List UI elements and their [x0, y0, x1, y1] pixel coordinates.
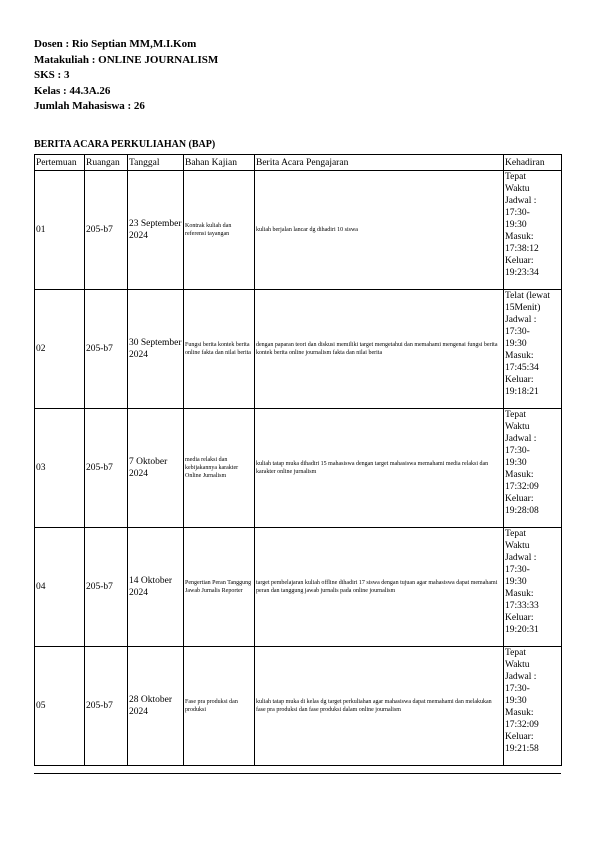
- table-row: [35, 409, 562, 528]
- table-bottom-divider: [34, 773, 561, 774]
- kehadiran-line: 17:30-: [505, 446, 530, 456]
- cell-tanggal: 7 Oktober 2024: [128, 409, 184, 528]
- kehadiran-line: 17:32:09: [505, 720, 539, 730]
- kehadiran-line: Keluar:: [505, 375, 534, 385]
- cell-ruangan: 205-b7: [85, 409, 128, 528]
- kehadiran-line: Keluar:: [505, 494, 534, 504]
- table-row: [35, 647, 562, 766]
- cell-ruangan: 205-b7: [85, 647, 128, 766]
- kehadiran-line: Tepat: [505, 410, 526, 420]
- kehadiran-line: 17:33:33: [505, 601, 539, 611]
- table-row: [35, 528, 562, 647]
- kehadiran-line: 15Menit): [505, 303, 541, 313]
- kehadiran-line: 19:30: [505, 577, 527, 587]
- cell-berita-acara: kuliah berjalan lancar dg dihadiri 10 siswa: [255, 171, 504, 290]
- col-header-bahan-kajian: Bahan Kajian: [184, 155, 255, 171]
- table-row: [35, 171, 562, 290]
- cell-ruangan: 205-b7: [85, 171, 128, 290]
- kehadiran-line: Jadwal :: [505, 672, 537, 682]
- cell-pertemuan: 02: [35, 290, 85, 409]
- kehadiran-line: Masuk:: [505, 351, 534, 361]
- cell-ruangan: 205-b7: [85, 290, 128, 409]
- cell-tanggal: 14 Oktober 2024: [128, 528, 184, 647]
- kehadiran-line: Telat (lewat: [505, 291, 550, 301]
- cell-bahan-kajian: Pengertian Peran Tanggung Jawab Jurnalis Reporter: [184, 528, 255, 647]
- cell-kehadiran: [504, 647, 562, 766]
- kehadiran-line: 19:30: [505, 458, 527, 468]
- cell-berita-acara: kuliah tatap muka dihadiri 15 mahasiswa dengan target mahasiswa memahami media relaksi dan karakter online jurnalism: [255, 409, 504, 528]
- kehadiran-line: Masuk:: [505, 589, 534, 599]
- kehadiran-line: 19:23:34: [505, 268, 539, 278]
- kehadiran-line: 17:30-: [505, 208, 530, 218]
- kehadiran-line: Waktu: [505, 541, 530, 551]
- section-title: BERITA ACARA PERKULIAHAN (BAP): [34, 139, 216, 150]
- col-header-kehadiran: Kehadiran: [504, 155, 562, 171]
- col-header-berita-acara: Berita Acara Pengajaran: [255, 155, 504, 171]
- kehadiran-line: 19:30: [505, 339, 527, 349]
- kehadiran-line: Masuk:: [505, 708, 534, 718]
- cell-ruangan: 205-b7: [85, 528, 128, 647]
- col-header-ruangan: Ruangan: [85, 155, 128, 171]
- kehadiran-line: Keluar:: [505, 256, 534, 266]
- cell-bahan-kajian: Fungsi berita kontek berita online fakta dan nilai berita: [184, 290, 255, 409]
- dosen-line: Dosen : Rio Septian MM,M.I.Kom: [34, 38, 197, 50]
- kehadiran-line: Tepat: [505, 529, 526, 539]
- cell-pertemuan: 05: [35, 647, 85, 766]
- cell-tanggal: 23 September 2024: [128, 171, 184, 290]
- cell-berita-acara: dengan paparan teori dan diskusi memiliki target mengetahui dan memahami mengenai fungsi berita kontek berita online journalism fakta dan nilai berita: [255, 290, 504, 409]
- cell-kehadiran: [504, 528, 562, 647]
- sks-line: SKS : 3: [34, 69, 70, 81]
- kehadiran-line: 19:30: [505, 220, 527, 230]
- cell-kehadiran: [504, 290, 562, 409]
- kehadiran-line: Tepat: [505, 648, 526, 658]
- kehadiran-line: 17:32:09: [505, 482, 539, 492]
- kehadiran-line: Jadwal :: [505, 315, 537, 325]
- col-header-tanggal: Tanggal: [128, 155, 184, 171]
- cell-kehadiran: [504, 409, 562, 528]
- kehadiran-line: Jadwal :: [505, 553, 537, 563]
- cell-berita-acara: target pembelajaran kuliah offline dihadiri 17 siswa dengan tujuan agar mahasiswa dapat memahami peran dan tanggung jawab jurnalis pada online journalism: [255, 528, 504, 647]
- matakuliah-line: Matakuliah : ONLINE JOURNALISM: [34, 53, 219, 66]
- kehadiran-line: Tepat: [505, 172, 526, 182]
- kehadiran-line: Masuk:: [505, 232, 534, 242]
- kehadiran-line: Keluar:: [505, 613, 534, 623]
- bap-table: [34, 154, 562, 766]
- cell-bahan-kajian: Kontrak kuliah dan referensi tayangan: [184, 171, 255, 290]
- table-header-row: [35, 155, 562, 171]
- cell-pertemuan: 03: [35, 409, 85, 528]
- kehadiran-line: 17:30-: [505, 327, 530, 337]
- kehadiran-line: Waktu: [505, 422, 530, 432]
- kehadiran-line: 19:18:21: [505, 387, 539, 397]
- kehadiran-line: Waktu: [505, 184, 530, 194]
- cell-tanggal: 28 Oktober 2024: [128, 647, 184, 766]
- cell-bahan-kajian: Fase pra produksi dan produksi: [184, 647, 255, 766]
- jumlah-mahasiswa-line: Jumlah Mahasiswa : 26: [34, 100, 145, 112]
- cell-kehadiran: [504, 171, 562, 290]
- kehadiran-line: 19:21:58: [505, 744, 539, 754]
- kehadiran-line: 19:20:31: [505, 625, 539, 635]
- kehadiran-line: 17:30-: [505, 684, 530, 694]
- kehadiran-line: 17:30-: [505, 565, 530, 575]
- kehadiran-line: 19:28:08: [505, 506, 539, 516]
- cell-berita-acara: kuliah tatap muka di kelas dg target perkuliahan agar mahasiswa dapat memahami dan melakukan fase pra produksi dan fase produksi dalam online journalism: [255, 647, 504, 766]
- kehadiran-line: Waktu: [505, 660, 530, 670]
- kehadiran-line: Masuk:: [505, 470, 534, 480]
- kehadiran-line: Jadwal :: [505, 196, 537, 206]
- kehadiran-line: Jadwal :: [505, 434, 537, 444]
- cell-bahan-kajian: media relaksi dan kebijakannya karakter Online Jurnalism: [184, 409, 255, 528]
- kelas-line: Kelas : 44.3A.26: [34, 84, 111, 97]
- cell-pertemuan: 01: [35, 171, 85, 290]
- document-header: [34, 37, 218, 115]
- kehadiran-line: 17:38:12: [505, 244, 539, 254]
- cell-pertemuan: 04: [35, 528, 85, 647]
- table-row: [35, 290, 562, 409]
- kehadiran-line: 17:45:34: [505, 363, 539, 373]
- col-header-pertemuan: Pertemuan: [35, 155, 85, 171]
- kehadiran-line: 19:30: [505, 696, 527, 706]
- cell-tanggal: 30 September 2024: [128, 290, 184, 409]
- kehadiran-line: Keluar:: [505, 732, 534, 742]
